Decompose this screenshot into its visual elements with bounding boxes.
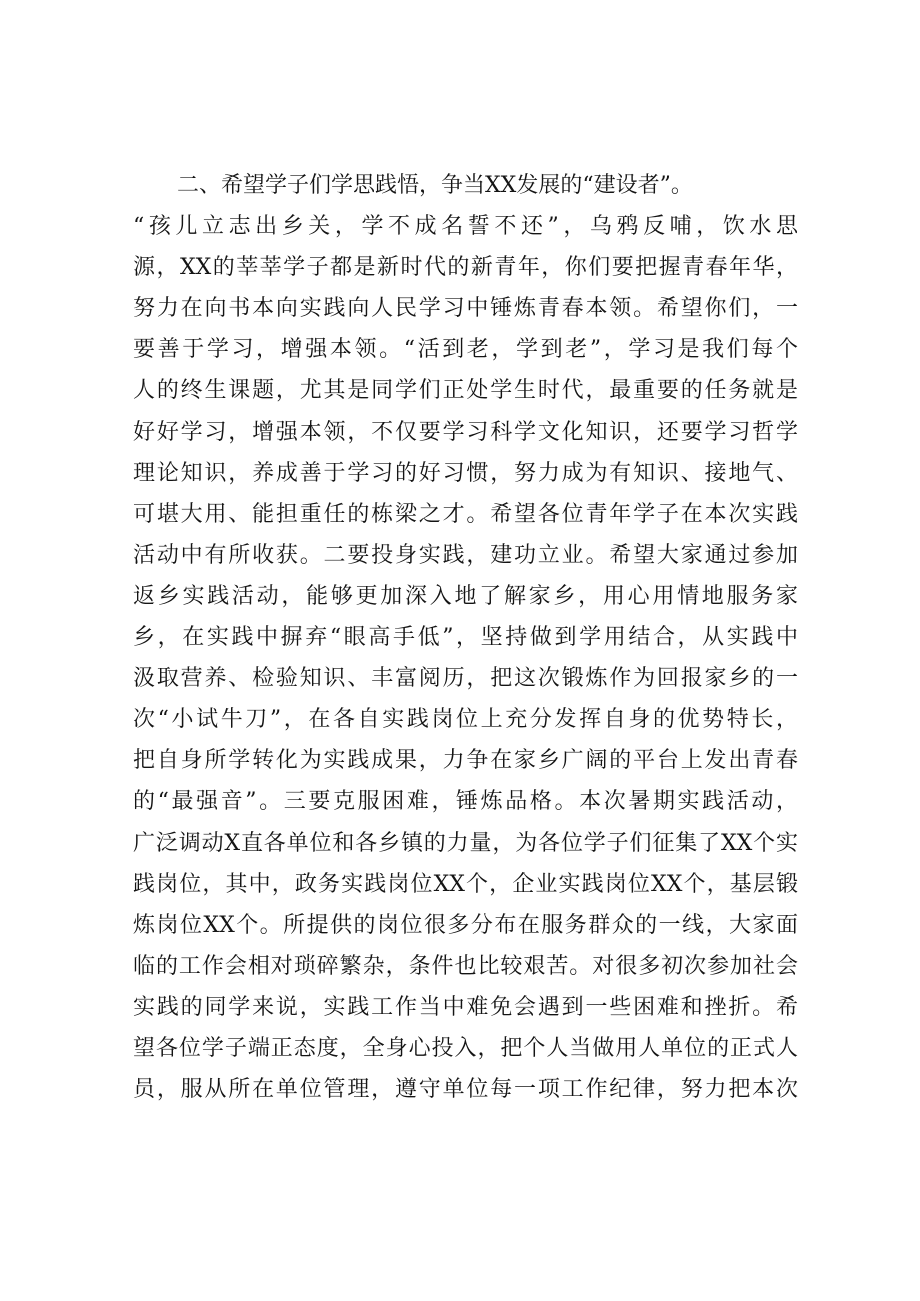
text-line: 理论知识，养成善于学习的好习惯，努力成为有知识、接地气、 <box>133 460 798 486</box>
text-line: 践岗位，其中，政务实践岗位XX个，企业实践岗位XX个，基层锻 <box>133 871 798 897</box>
text-line: “孩儿立志出乡关，学不成名誓不还”，乌鸦反哺，饮水思 <box>133 214 798 240</box>
text-line: 的“最强音”。三要克服困难，锤炼品格。本次暑期实践活动， <box>133 789 798 815</box>
text-line: 员，服从所在单位管理，遵守单位每一项工作纪律，努力把本次 <box>133 1077 798 1103</box>
text-line: 要善于学习，增强本领。“活到老，学到老”，学习是我们每个 <box>133 337 798 363</box>
text-line: 炼岗位XX个。所提供的岗位很多分布在服务群众的一线，大家面 <box>133 912 798 938</box>
text-line: 次“小试牛刀”，在各自实践岗位上充分发挥自身的优势特长， <box>133 707 798 733</box>
text-line: 把自身所学转化为实践成果，力争在家乡广阔的平台上发出青春 <box>133 748 798 774</box>
paragraph-heading-line: 二、希望学子们学思践悟，争当XX发展的“建设者”。 <box>177 173 693 198</box>
text-line: 活动中有所收获。二要投身实践，建功立业。希望大家通过参加 <box>133 542 798 568</box>
text-line: 努力在向书本向实践向人民学习中锤炼青春本领。希望你们，一 <box>133 296 798 322</box>
text-line: 实践的同学来说，实践工作当中难免会遇到一些困难和挫折。希 <box>133 994 798 1020</box>
text-line: 临的工作会相对琐碎繁杂，条件也比较艰苦。对很多初次参加社会 <box>133 953 798 979</box>
text-line: 汲取营养、检验知识、丰富阅历，把这次锻炼作为回报家乡的一 <box>133 666 798 692</box>
text-line: 广泛调动X直各单位和各乡镇的力量，为各位学子们征集了XX个实 <box>133 830 798 856</box>
text-line: 源，XX的莘莘学子都是新时代的新青年，你们要把握青春年华， <box>133 255 798 281</box>
text-line: 乡，在实践中摒弃“眼高手低”，坚持做到学用结合，从实践中 <box>133 625 798 651</box>
text-line: 人的终生课题，尤其是同学们正处学生时代，最重要的任务就是 <box>133 378 798 404</box>
text-line: 望各位学子端正态度，全身心投入，把个人当做用人单位的正式人 <box>133 1035 798 1061</box>
text-line: 返乡实践活动，能够更加深入地了解家乡，用心用情地服务家 <box>133 583 798 609</box>
text-line: 可堪大用、能担重任的栋梁之才。希望各位青年学子在本次实践 <box>133 501 798 527</box>
body-text <box>133 165 798 1110</box>
text-line: 好好学习，增强本领，不仅要学习科学文化知识，还要学习哲学 <box>133 419 798 445</box>
